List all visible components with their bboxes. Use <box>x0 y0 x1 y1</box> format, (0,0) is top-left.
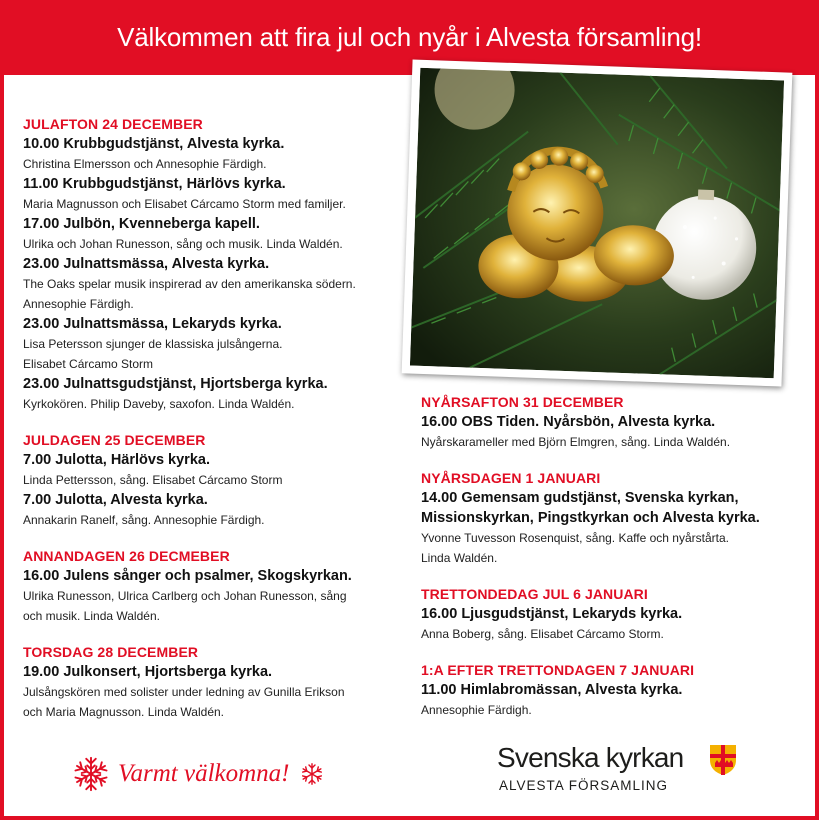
event-title: 23.00 Julnattsmässa, Alvesta kyrka. <box>23 256 270 272</box>
page-title: Välkommen att fira jul och nyår i Alvesta församling! <box>117 22 702 52</box>
day-heading: JULAFTON 24 DECEMBER <box>23 116 203 132</box>
event-description: Annakarin Ranelf, sång. Annesophie Färdigh. <box>23 513 265 527</box>
event-description: Anna Boberg, sång. Elisabet Cárcamo Storm. <box>421 627 664 641</box>
schedule-day-nyarsafton <box>421 392 801 452</box>
event-title: 17.00 Julbön, Kvenneberga kapell. <box>23 216 260 232</box>
event-description: The Oaks spelar musik inspirerad av den amerikanska södern. Annesophie Färdigh. <box>23 277 356 311</box>
svenska-kyrkan-logo <box>497 740 757 800</box>
event-description: Lisa Petersson sjunger de klassiska julsångerna. Elisabet Cárcamo Storm <box>23 337 283 371</box>
event-description: Julsångskören med solister under ledning av Gunilla Erikson och Maria Magnusson. Linda Waldén. <box>23 685 345 719</box>
schedule-day-torsdag <box>23 642 413 722</box>
day-heading: TORSDAG 28 DECEMBER <box>23 644 199 660</box>
schedule-day-julafton <box>23 114 413 414</box>
day-heading: 1:A EFTER TRETTONDAGEN 7 JANUARI <box>421 662 695 678</box>
schedule-day-efter-trettondagen <box>421 660 801 720</box>
day-heading: TRETTONDEDAG JUL 6 JANUARI <box>421 586 648 602</box>
event-title: 7.00 Julotta, Härlövs kyrka. <box>23 452 210 468</box>
event-description: Maria Magnusson och Elisabet Cárcamo Storm med familjer. <box>23 197 346 211</box>
header-banner <box>0 0 819 75</box>
welcome-text: Varmt välkomna! <box>118 760 290 787</box>
logo-subtitle: ALVESTA FÖRSAMLING <box>499 778 669 793</box>
angel-ornament-image <box>410 68 784 379</box>
event-title-continued: Missionskyrkan, Pingstkyrkan och Alvesta kyrka. <box>421 510 760 526</box>
day-heading: NYÅRSDAGEN 1 JANUARI <box>421 470 601 486</box>
snowflake-small-icon <box>300 762 324 786</box>
logo-name: Svenska kyrkan <box>497 742 684 773</box>
left-column <box>23 114 413 738</box>
event-description: Ulrika Runesson, Ulrica Carlberg och Johan Runesson, sång och musik. Linda Waldén. <box>23 589 347 623</box>
event-description: Christina Elmersson och Annesophie Färdigh. <box>23 157 267 171</box>
event-description: Kyrkokören. Philip Daveby, saxofon. Linda Waldén. <box>23 397 295 411</box>
event-title: 16.00 OBS Tiden. Nyårsbön, Alvesta kyrka. <box>421 414 716 430</box>
day-heading: NYÅRSAFTON 31 DECEMBER <box>421 394 624 410</box>
snowflake-icon <box>72 755 110 793</box>
church-crest-icon <box>709 744 737 776</box>
event-description: Annesophie Färdigh. <box>421 703 532 717</box>
event-description: Ulrika och Johan Runesson, sång och musik. Linda Waldén. <box>23 237 343 251</box>
day-heading: JULDAGEN 25 DECEMBER <box>23 432 206 448</box>
schedule-day-juldagen <box>23 430 413 530</box>
event-title: 7.00 Julotta, Alvesta kyrka. <box>23 492 208 508</box>
christmas-photo <box>402 59 793 386</box>
day-heading: ANNANDAGEN 26 DECMEBER <box>23 548 230 564</box>
event-title: 11.00 Krubbgudstjänst, Härlövs kyrka. <box>23 176 286 192</box>
schedule-day-annandagen <box>23 546 413 626</box>
schedule-day-nyarsdagen <box>421 468 801 568</box>
schedule-day-trettondedag <box>421 584 801 644</box>
event-title: 14.00 Gemensam gudstjänst, Svenska kyrkan, <box>421 490 739 506</box>
event-title: 16.00 Julens sånger och psalmer, Skogskyrkan. <box>23 568 352 584</box>
event-title: 23.00 Julnattsmässa, Lekaryds kyrka. <box>23 316 282 332</box>
event-title: 23.00 Julnattsgudstjänst, Hjortsberga kyrka. <box>23 376 328 392</box>
right-column <box>421 392 801 736</box>
event-title: 11.00 Himlabromässan, Alvesta kyrka. <box>421 682 683 698</box>
event-description: Nyårskarameller med Björn Elmgren, sång. Linda Waldén. <box>421 435 731 449</box>
welcome-message <box>72 752 372 796</box>
event-title: 19.00 Julkonsert, Hjortsberga kyrka. <box>23 664 273 680</box>
event-title: 10.00 Krubbgudstjänst, Alvesta kyrka. <box>23 136 285 152</box>
event-description: Linda Pettersson, sång. Elisabet Cárcamo Storm <box>23 473 283 487</box>
event-title: 16.00 Ljusgudstjänst, Lekaryds kyrka. <box>421 606 683 622</box>
event-description: Yvonne Tuvesson Rosenquist, sång. Kaffe och nyårstårta. Linda Waldén. <box>421 531 729 565</box>
